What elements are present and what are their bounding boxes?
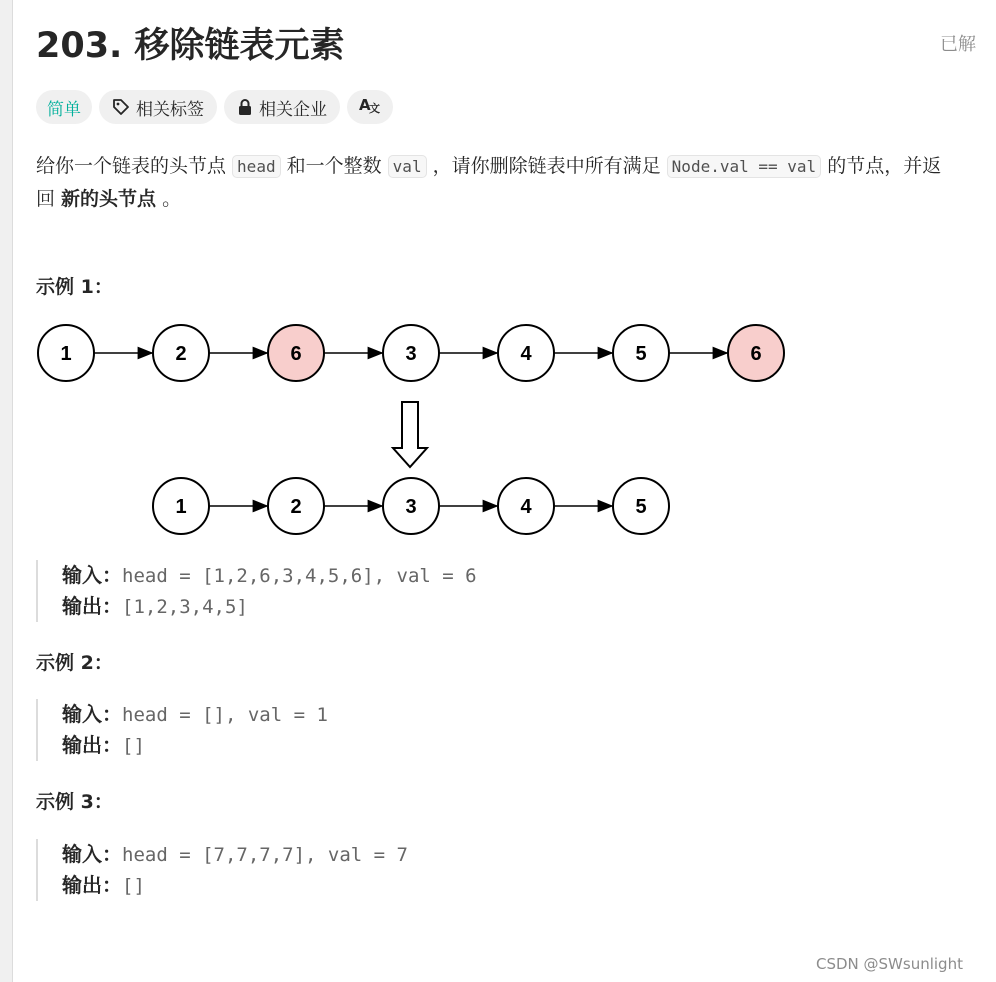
before-node-label: 3 (405, 343, 417, 365)
desc-text: 的节点，并返 (821, 155, 942, 177)
output-label: 输出： (62, 733, 122, 757)
desc-text: 给你一个链表的头节点 (36, 155, 233, 177)
example-2-block (36, 699, 328, 761)
input-label: 输入： (62, 563, 122, 587)
example-input: head = [], val = 1 (122, 704, 328, 726)
desc-bold: 新的头节点 (61, 188, 157, 210)
svg-text:A: A (359, 96, 371, 114)
translate-button[interactable] (347, 90, 393, 124)
watermark: CSDN @SWsunlight (816, 955, 963, 973)
desc-text: 回 (36, 188, 62, 210)
input-label: 输入： (62, 702, 122, 726)
problem-description (36, 150, 996, 215)
before-node-label: 5 (635, 343, 647, 365)
after-node-label: 2 (290, 496, 302, 518)
example-output: [1,2,3,4,5] (122, 596, 248, 618)
after-node-label: 4 (520, 496, 532, 518)
lock-icon (237, 98, 253, 116)
before-node-label: 6 (750, 343, 762, 365)
desc-text: 。 (156, 188, 182, 210)
example-3-block (36, 839, 408, 901)
problem-title: 203. 移除链表元素 (36, 26, 345, 66)
example-input: head = [7,7,7,7], val = 7 (122, 844, 408, 866)
before-node-label: 2 (175, 343, 187, 365)
related-tags-label: 相关标签 (136, 99, 204, 120)
desc-text: ，请你删除链表中所有满足 (426, 155, 667, 177)
solved-status: 已解 (940, 34, 976, 55)
svg-text:文: 文 (369, 102, 380, 115)
example-3-title: 示例 3： (36, 791, 113, 813)
after-node-label: 5 (635, 496, 647, 518)
list-before (38, 325, 784, 381)
example-1-title: 示例 1： (36, 276, 113, 298)
inline-code-val: val (388, 155, 427, 178)
translate-icon (359, 96, 381, 118)
example-output: [] (122, 875, 145, 897)
before-node-label: 1 (60, 343, 72, 365)
example-1-block (36, 560, 477, 622)
related-companies-label: 相关企业 (259, 99, 327, 120)
related-tags-button[interactable] (99, 90, 217, 124)
example-2-title: 示例 2： (36, 652, 113, 674)
output-label: 输出： (62, 873, 122, 897)
example-input: head = [1,2,6,3,4,5,6], val = 6 (122, 565, 477, 587)
example-output: [] (122, 735, 145, 757)
difficulty-badge[interactable]: 简单 (36, 90, 92, 124)
desc-text: 和一个整数 (280, 155, 388, 177)
tag-bar (36, 90, 393, 124)
before-node-label: 6 (290, 343, 302, 365)
after-node-label: 1 (175, 496, 187, 518)
tag-icon (112, 98, 130, 116)
down-arrow-icon (393, 402, 427, 467)
inline-code-head: head (232, 155, 281, 178)
output-label: 输出： (62, 594, 122, 618)
before-node-label: 4 (520, 343, 532, 365)
list-after (153, 478, 669, 534)
after-node-label: 3 (405, 496, 417, 518)
inline-code-condition: Node.val == val (667, 155, 822, 178)
related-companies-button[interactable] (224, 90, 340, 124)
input-label: 输入： (62, 842, 122, 866)
linked-list-diagram (0, 300, 820, 545)
